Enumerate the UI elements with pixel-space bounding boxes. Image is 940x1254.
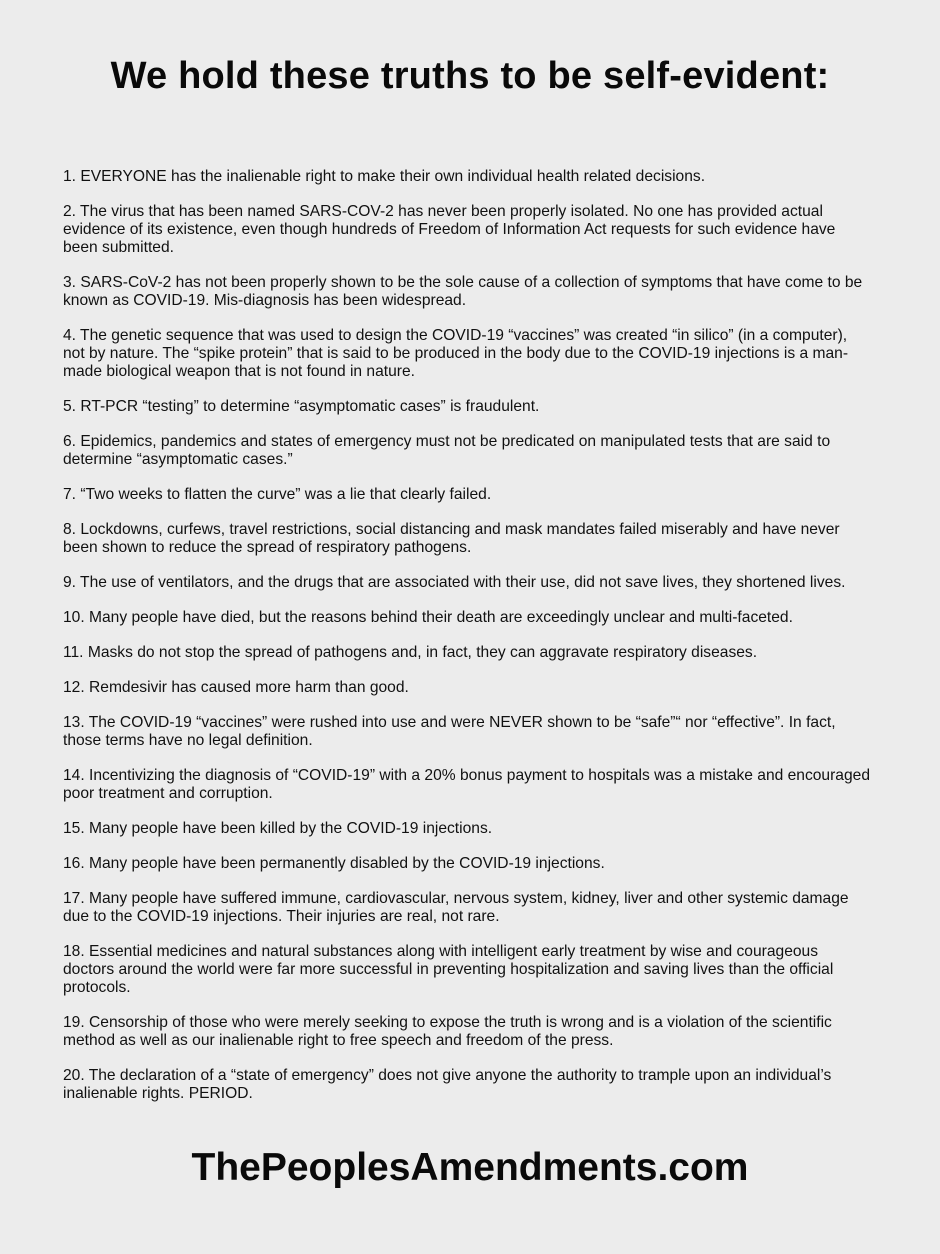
truth-item-18: 18. Essential medicines and natural substances along with intelligent early treatment by wise and courageous doctors around the world were far more successful in preventing hospitalization and saving lives than the official protocols. bbox=[63, 943, 834, 996]
truth-item-7: 7. “Two weeks to flatten the curve” was a lie that clearly failed. bbox=[63, 486, 492, 503]
truth-item-6: 6. Epidemics, pandemics and states of emergency must not be predicated on manipulated tests that are said to determine “asymptomatic cases.” bbox=[63, 433, 831, 468]
site-url: ThePeoplesAmendments.com bbox=[191, 1146, 749, 1189]
truth-item-12: 12. Remdesivir has caused more harm than good. bbox=[63, 679, 409, 696]
truth-item-15: 15. Many people have been killed by the COVID-19 injections. bbox=[63, 820, 493, 837]
truth-item-3: 3. SARS-CoV-2 has not been properly shown to be the sole cause of a collection of symptoms that have come to be known as COVID-19. Mis-diagnosis has been widespread. bbox=[63, 274, 863, 309]
truth-item-11: 11. Masks do not stop the spread of pathogens and, in fact, they can aggravate respiratory diseases. bbox=[63, 644, 758, 661]
truth-item-4: 4. The genetic sequence that was used to design the COVID-19 “vaccines” was created “in silico” (in a computer), not by nature. The “spike protein” that is said to be produced in the body due to the COVID-19 injections is a man-made biological weapon that is not found in nature. bbox=[63, 327, 849, 380]
truth-item-9: 9. The use of ventilators, and the drugs that are associated with their use, did not save lives, they shortened lives. bbox=[63, 574, 846, 591]
truth-item-5: 5. RT-PCR “testing” to determine “asymptomatic cases” is fraudulent. bbox=[63, 398, 540, 415]
truth-item-1: 1. EVERYONE has the inalienable right to make their own individual health related decisions. bbox=[63, 168, 706, 185]
truth-item-19: 19. Censorship of those who were merely seeking to expose the truth is wrong and is a violation of the scientific method as well as our inalienable right to free speech and freedom of the press. bbox=[63, 1014, 832, 1049]
truth-item-17: 17. Many people have suffered immune, cardiovascular, nervous system, kidney, liver and other systemic damage due to the COVID-19 injections. Their injuries are real, not rare. bbox=[63, 890, 849, 925]
truth-item-2: 2. The virus that has been named SARS-COV-2 has never been properly isolated. No one has provided actual evidence of its existence, even though hundreds of Freedom of Information Act requests for such evidence have been submitted. bbox=[63, 203, 836, 256]
truth-item-20: 20. The declaration of a “state of emergency” does not give anyone the authority to trample upon an individual’s inalienable rights. PERIOD. bbox=[63, 1067, 832, 1102]
truths-list bbox=[63, 168, 873, 1120]
truth-item-14: 14. Incentivizing the diagnosis of “COVID-19” with a 20% bonus payment to hospitals was a mistake and encouraged poor treatment and corruption. bbox=[63, 767, 870, 802]
truth-item-10: 10. Many people have died, but the reasons behind their death are exceedingly unclear and multi-faceted. bbox=[63, 609, 793, 626]
truth-item-8: 8. Lockdowns, curfews, travel restrictions, social distancing and mask mandates failed miserably and have never been shown to reduce the spread of respiratory pathogens. bbox=[63, 521, 840, 556]
page-title: We hold these truths to be self-evident: bbox=[110, 55, 830, 97]
truth-item-13: 13. The COVID-19 “vaccines” were rushed into use and were NEVER shown to be “safe”“ nor “effective”. In fact, those terms have no legal definition. bbox=[63, 714, 836, 749]
truth-item-16: 16. Many people have been permanently disabled by the COVID-19 injections. bbox=[63, 855, 605, 872]
